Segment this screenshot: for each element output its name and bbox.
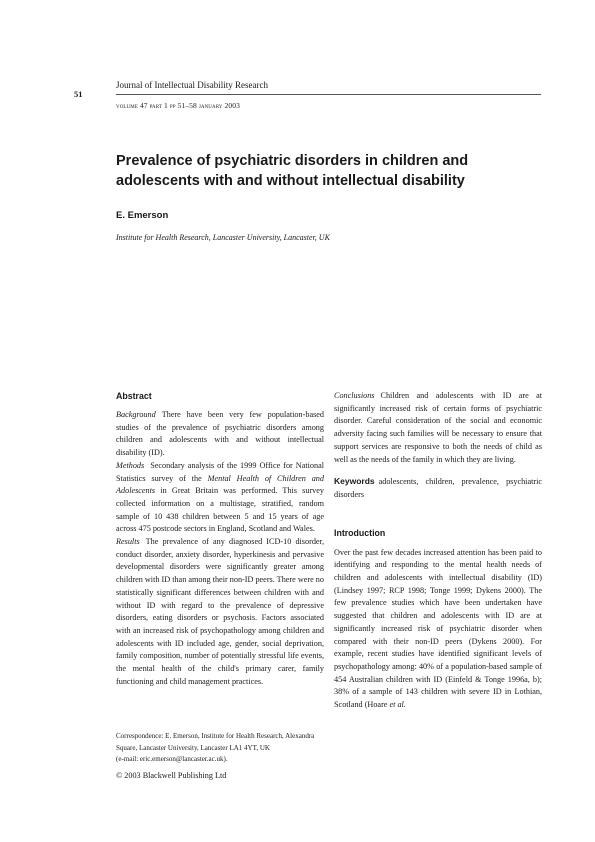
journal-name: Journal of Intellectual Disability Research bbox=[116, 80, 268, 90]
conclusions-text: Children and adolescents with ID are at significantly increased risk of certain forms of psychiatric disorder. Careful consideration of the social and economic adversity facing such families will be necessary to ensure that support services are responsive to both the needs of child as well as the needs of the family in which they are living. bbox=[334, 391, 542, 464]
right-column bbox=[334, 390, 542, 712]
page-number: 51 bbox=[74, 89, 83, 99]
keywords-label: Keywords bbox=[334, 476, 375, 487]
left-column bbox=[116, 390, 324, 688]
keywords-block bbox=[334, 475, 542, 501]
volume-line: volume 47 part 1 pp 51–58 january 2003 bbox=[116, 101, 240, 110]
abstract-results bbox=[116, 536, 324, 688]
results-text: The prevalence of any diagnosed ICD-10 disorder, conduct disorder, anxiety disorder, hyperkinesis and pervasive developmental disorders were significantly greater among children with ID than among their non-ID peers. There were no statistically significant differences between children with and without ID with regard to the prevalence of depressive disorders, eating disorders or psychosis. Factors associated with an increased risk of psychopathology among children and adolescents with ID included age, gender, social deprivation, family composition, number of potentially stressful life events, the mental health of the child's primary carer, family functioning and child management practices. bbox=[116, 537, 324, 686]
article-title: Prevalence of psychiatric disorders in children and adolescents with and without intellectual disability bbox=[116, 153, 469, 189]
methods-text-1: Secondary analysis of the 1999 Office for National Statistics survey of the bbox=[116, 460, 324, 483]
footnote-email: (e-mail: eric.emerson@lancaster.ac.uk). bbox=[116, 755, 228, 763]
footnote-line-1: Correspondence: E. Emerson, Institute for Health Research, Alexandra Square, Lancaster University, Lancaster LA1 4YT, UK bbox=[116, 732, 315, 752]
introduction-heading: Introduction bbox=[334, 527, 386, 538]
header-rule bbox=[116, 94, 541, 95]
copyright: © 2003 Blackwell Publishing Ltd bbox=[116, 771, 227, 780]
author-affiliation: Institute for Health Research, Lancaster University, Lancaster, UK bbox=[116, 233, 330, 242]
keywords-text: adolescents, children, prevalence, psychiatric disorders bbox=[334, 477, 542, 499]
introduction-etal: et al. bbox=[389, 700, 406, 710]
correspondence-footnote bbox=[116, 731, 326, 766]
results-label: Results bbox=[116, 537, 140, 547]
methods-text-2: in Great Britain was performed. This survey collected information on a multistage, stratified, random sample of 10 438 children between 5 and 15 years of age across 475 postcode sectors in England, Scotland and Wales. bbox=[116, 486, 324, 534]
author-name: E. Emerson bbox=[116, 210, 169, 221]
methods-survey-title: Mental Health of Children and Adolescents bbox=[116, 473, 324, 496]
methods-label: Methods bbox=[116, 460, 145, 470]
conclusions-label: Conclusions bbox=[334, 391, 375, 400]
abstract-background bbox=[116, 409, 324, 460]
background-label: Background bbox=[116, 410, 156, 419]
abstract-conclusions bbox=[334, 390, 542, 466]
abstract-methods bbox=[116, 460, 324, 536]
introduction-body: Over the past few decades increased attention has been paid to identifying and responding to the mental health needs of children and adolescents with intellectual disability (ID) (Lindsey 1997; RCP 1998; Tonge 1999; Dykens 2000). The few prevalence studies which have been undertaken have suggested that children and adolescents with ID are at significantly increased risk of psychiatric disorder when compared with their non-ID peers (Dykens 2000). For example, recent studies have identified significant levels of psychopathology among: 40% of a population-based sample of 454 Australian children with ID (Einfeld & Tonge 1996a, b); 38% of a sample of 143 children with severe ID in Lothian, Scotland (Hoare bbox=[334, 547, 542, 710]
background-text: There have been very few population-based studies of the prevalence of psychiatric disorders among children and adolescents with and without intellectual disability (ID). bbox=[116, 410, 324, 458]
abstract-heading: Abstract bbox=[116, 391, 152, 401]
introduction-text bbox=[334, 547, 542, 712]
